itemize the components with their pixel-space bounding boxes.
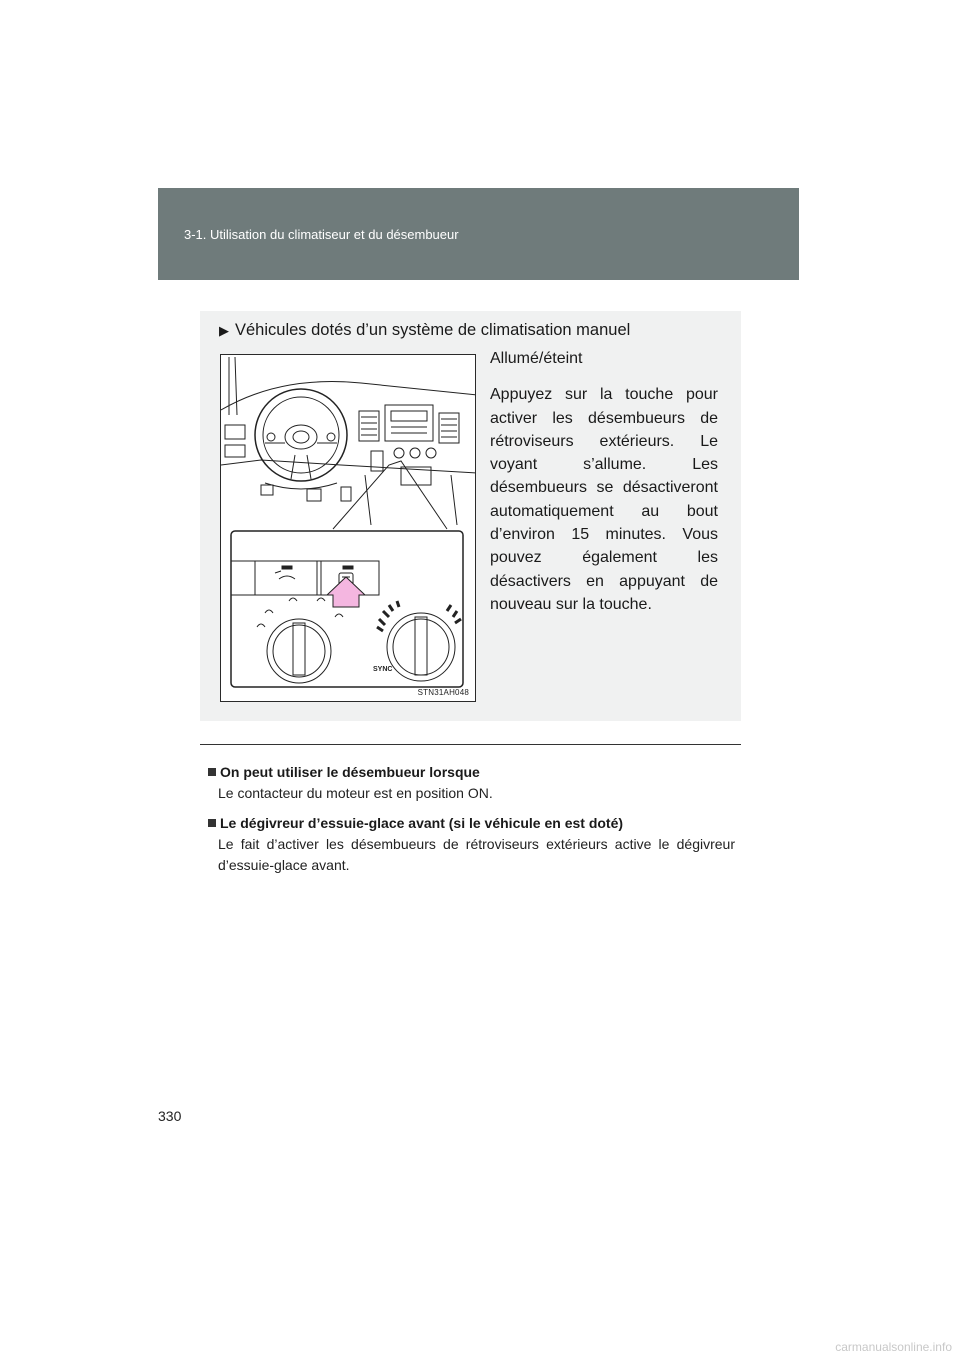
note-item xyxy=(208,815,735,876)
panel-heading xyxy=(219,321,630,340)
note-title xyxy=(208,815,735,831)
sync-label: SYNC xyxy=(373,666,393,673)
figure-code: STN31AH048 xyxy=(417,688,469,697)
panel-heading-text: Véhicules dotés d’un système de climatisation manuel xyxy=(235,321,631,339)
note-title xyxy=(208,764,735,780)
divider xyxy=(200,744,741,745)
square-icon xyxy=(208,819,216,827)
note-body: Le fait d’activer les désembueurs de rétroviseurs extérieurs active le dégivreur d’essuie-glace avant. xyxy=(218,836,735,873)
footer-watermark: carmanualsonline.info xyxy=(835,1340,952,1354)
triangle-right-icon: ▶ xyxy=(219,323,229,338)
description xyxy=(490,347,718,616)
info-panel xyxy=(200,311,741,721)
page-number: 330 xyxy=(158,1108,182,1124)
note-body: Le contacteur du moteur est en position ON. xyxy=(218,785,493,801)
section-title: 3-1. Utilisation du climatiseur et du désembueur xyxy=(184,227,459,242)
note-title-text: On peut utiliser le désembueur lorsque xyxy=(220,764,480,780)
notes-section xyxy=(208,764,735,887)
dashboard-drawing xyxy=(221,355,476,702)
description-body: Appuyez sur la touche pour activer les désembueurs de rétroviseurs extérieurs. Le voyant s’allume. Les désembueurs se désactiveront automatiquement au bout d’environ 15 minutes. Vous pouvez également les désactivers en appuyant de nouveau sur la touche. xyxy=(490,386,718,613)
note-item xyxy=(208,764,735,804)
section-header xyxy=(158,188,799,280)
note-title-text: Le dégivreur d’essuie-glace avant (si le véhicule en est doté) xyxy=(220,815,624,831)
description-label: Allumé/éteint xyxy=(490,350,583,367)
dashboard-illustration xyxy=(220,354,476,702)
square-icon xyxy=(208,768,216,776)
